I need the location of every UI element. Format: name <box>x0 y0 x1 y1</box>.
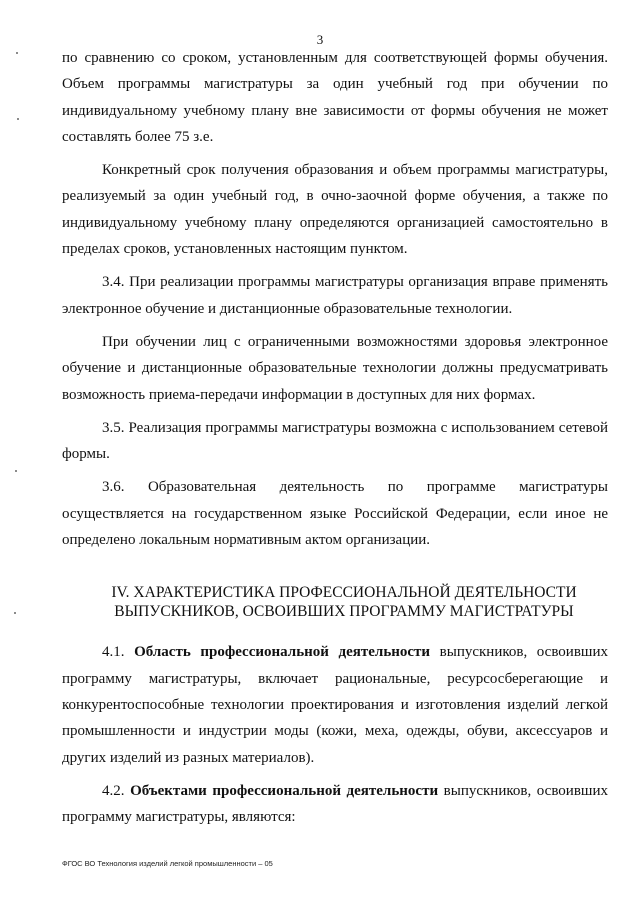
paragraph: по сравнению со сроком, установленным для соответствующей формы обучения. Объем программы магистратуры за один учебный год при обучении по индивидуальному учебному плану вне зависимости от формы обучения не может составлять более 75 з.е. <box>62 50 608 145</box>
clause-number: 4.1. <box>102 644 125 661</box>
clause-number: 4.2. <box>102 782 125 799</box>
page-number: 3 <box>316 32 324 47</box>
paragraph <box>62 778 608 831</box>
paragraph: 3.5. Реализация программы магистратуры возможна с использованием сетевой формы. <box>62 419 608 463</box>
paragraph: 3.6. Образовательная деятельность по программе магистратуры осуществляется на государственном языке Российской Федерации, если иное не определено локальным нормативным актом организации. <box>62 479 608 549</box>
paragraph-text: выпускников, освоивших программу магистратуры, являются: <box>62 782 608 826</box>
paragraph: При обучении лиц с ограниченными возможностями здоровья электронное обучение и дистанционные образовательные технологии должны предусматривать возможность приема-передачи информации в доступных для них формах. <box>62 333 608 403</box>
bold-term: Область профессиональной деятельности <box>134 644 431 661</box>
section-heading-line: IV. ХАРАКТЕРИСТИКА ПРОФЕССИОНАЛЬНОЙ ДЕЯТЕЛЬНОСТИ <box>111 584 577 602</box>
bold-term: Объектами профессиональной деятельности <box>130 782 439 799</box>
paragraph-text: выпускников, освоивших программу магистратуры, включает рациональные, ресурсосберегающие и конкурентоспособные технологии проектирования и изготовления изделий легкой промышленности и индустрии моды (кожи, меха, одежды, обуви, аксессуаров и других изделий из разных материалов). <box>62 644 608 766</box>
section-heading <box>62 583 608 621</box>
scan-speck <box>14 612 16 614</box>
section-heading-line: ВЫПУСКНИКОВ, ОСВОИВШИХ ПРОГРАММУ МАГИСТРАТУРЫ <box>114 603 574 621</box>
paragraph: 3.4. При реализации программы магистратуры организация вправе применять электронное обучение и дистанционные образовательные технологии. <box>62 274 608 317</box>
paragraph <box>62 639 608 770</box>
document-body <box>62 45 608 830</box>
scan-speck <box>16 52 18 54</box>
footer-text: ФГОС ВО Технология изделий легкой промышленности – 05 <box>62 859 273 868</box>
scan-speck <box>15 470 17 472</box>
paragraph: Конкретный срок получения образования и объем программы магистратуры, реализуемый за один учебный год, в очно-заочной форме обучения, а также по индивидуальному учебному плану определяются организацией самостоятельно в пределах сроков, установленных настоящим пунктом. <box>62 162 608 258</box>
scan-speck <box>17 118 19 120</box>
